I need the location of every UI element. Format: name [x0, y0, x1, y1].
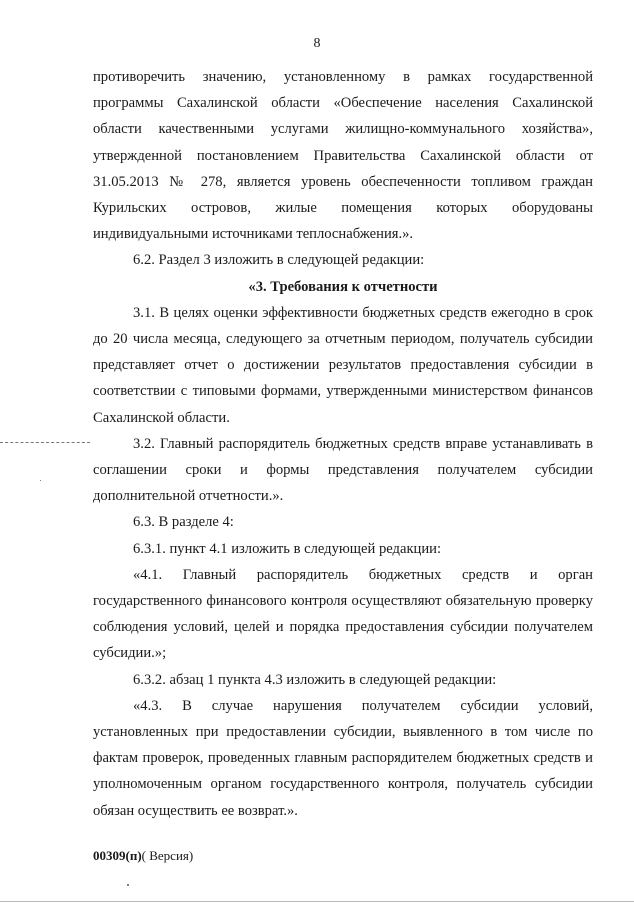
document-footer [93, 848, 193, 864]
paragraph-6-2: 6.2. Раздел 3 изложить в следующей редакции: [133, 252, 425, 269]
paragraph-continuation: противоречить значению, установленному в рамках государственной программы Сахалинской области «Обеспечение населения Сахалинской области качественными услугами жилищно-коммунального хозяйства», утвержденной постановлением Правительства Сахалинской области от 31.05.2013 № 278, является уровень обеспеченности топливом граждан Курильских островов, жилые помещения которых оборудованы индивидуальными источниками теплоснабжения.». [93, 69, 593, 243]
section-heading: «3. Требования к отчетности [248, 278, 438, 295]
scan-speck [127, 884, 129, 886]
paragraph-6-3: 6.3. В разделе 4: [133, 514, 234, 531]
margin-cut-line [0, 442, 90, 443]
paragraph-6-3-1: 6.3.1. пункт 4.1 изложить в следующей редакции: [133, 540, 442, 557]
page-number: 8 [313, 36, 321, 51]
document-code: 00309(п) [93, 848, 142, 863]
paragraph-4-3: «4.3. В случае нарушения получателем субсидии условий, установленных при предоставлении субсидии, выявленного в том числе по фактам проверок, проведенных главным распорядителем бюджетных средств и уполномоченным органом государственного контроля, получатель субсидии обязан осуществить ее возврат.». [93, 697, 593, 819]
paragraph-6-3-2: 6.3.2. абзац 1 пункта 4.3 изложить в следующей редакции: [133, 671, 497, 688]
document-version: ( Версия) [141, 848, 194, 863]
document-body [93, 64, 593, 824]
paragraph-3-2: 3.2. Главный распорядитель бюджетных средств вправе устанавливать в соглашении сроки и формы представления получателем субсидии дополнительной отчетности.». [93, 435, 593, 505]
paragraph-3-1: 3.1. В целях оценки эффективности бюджетных средств ежегодно в срок до 20 числа месяца, следующего за отчетным периодом, получатель субсидии представляет отчет о достижении результатов предоставления субсидии в соответствии с типовыми формами, утвержденными министерством финансов Сахалинской области. [93, 304, 593, 426]
scan-speck [40, 480, 41, 481]
page-bottom-edge [0, 901, 634, 902]
paragraph-4-1: «4.1. Главный распорядитель бюджетных средств и орган государственного финансового контроля осуществляют обязательную проверку соблюдения условий, целей и порядка предоставления субсидии получателем субсидии.»; [93, 566, 593, 662]
